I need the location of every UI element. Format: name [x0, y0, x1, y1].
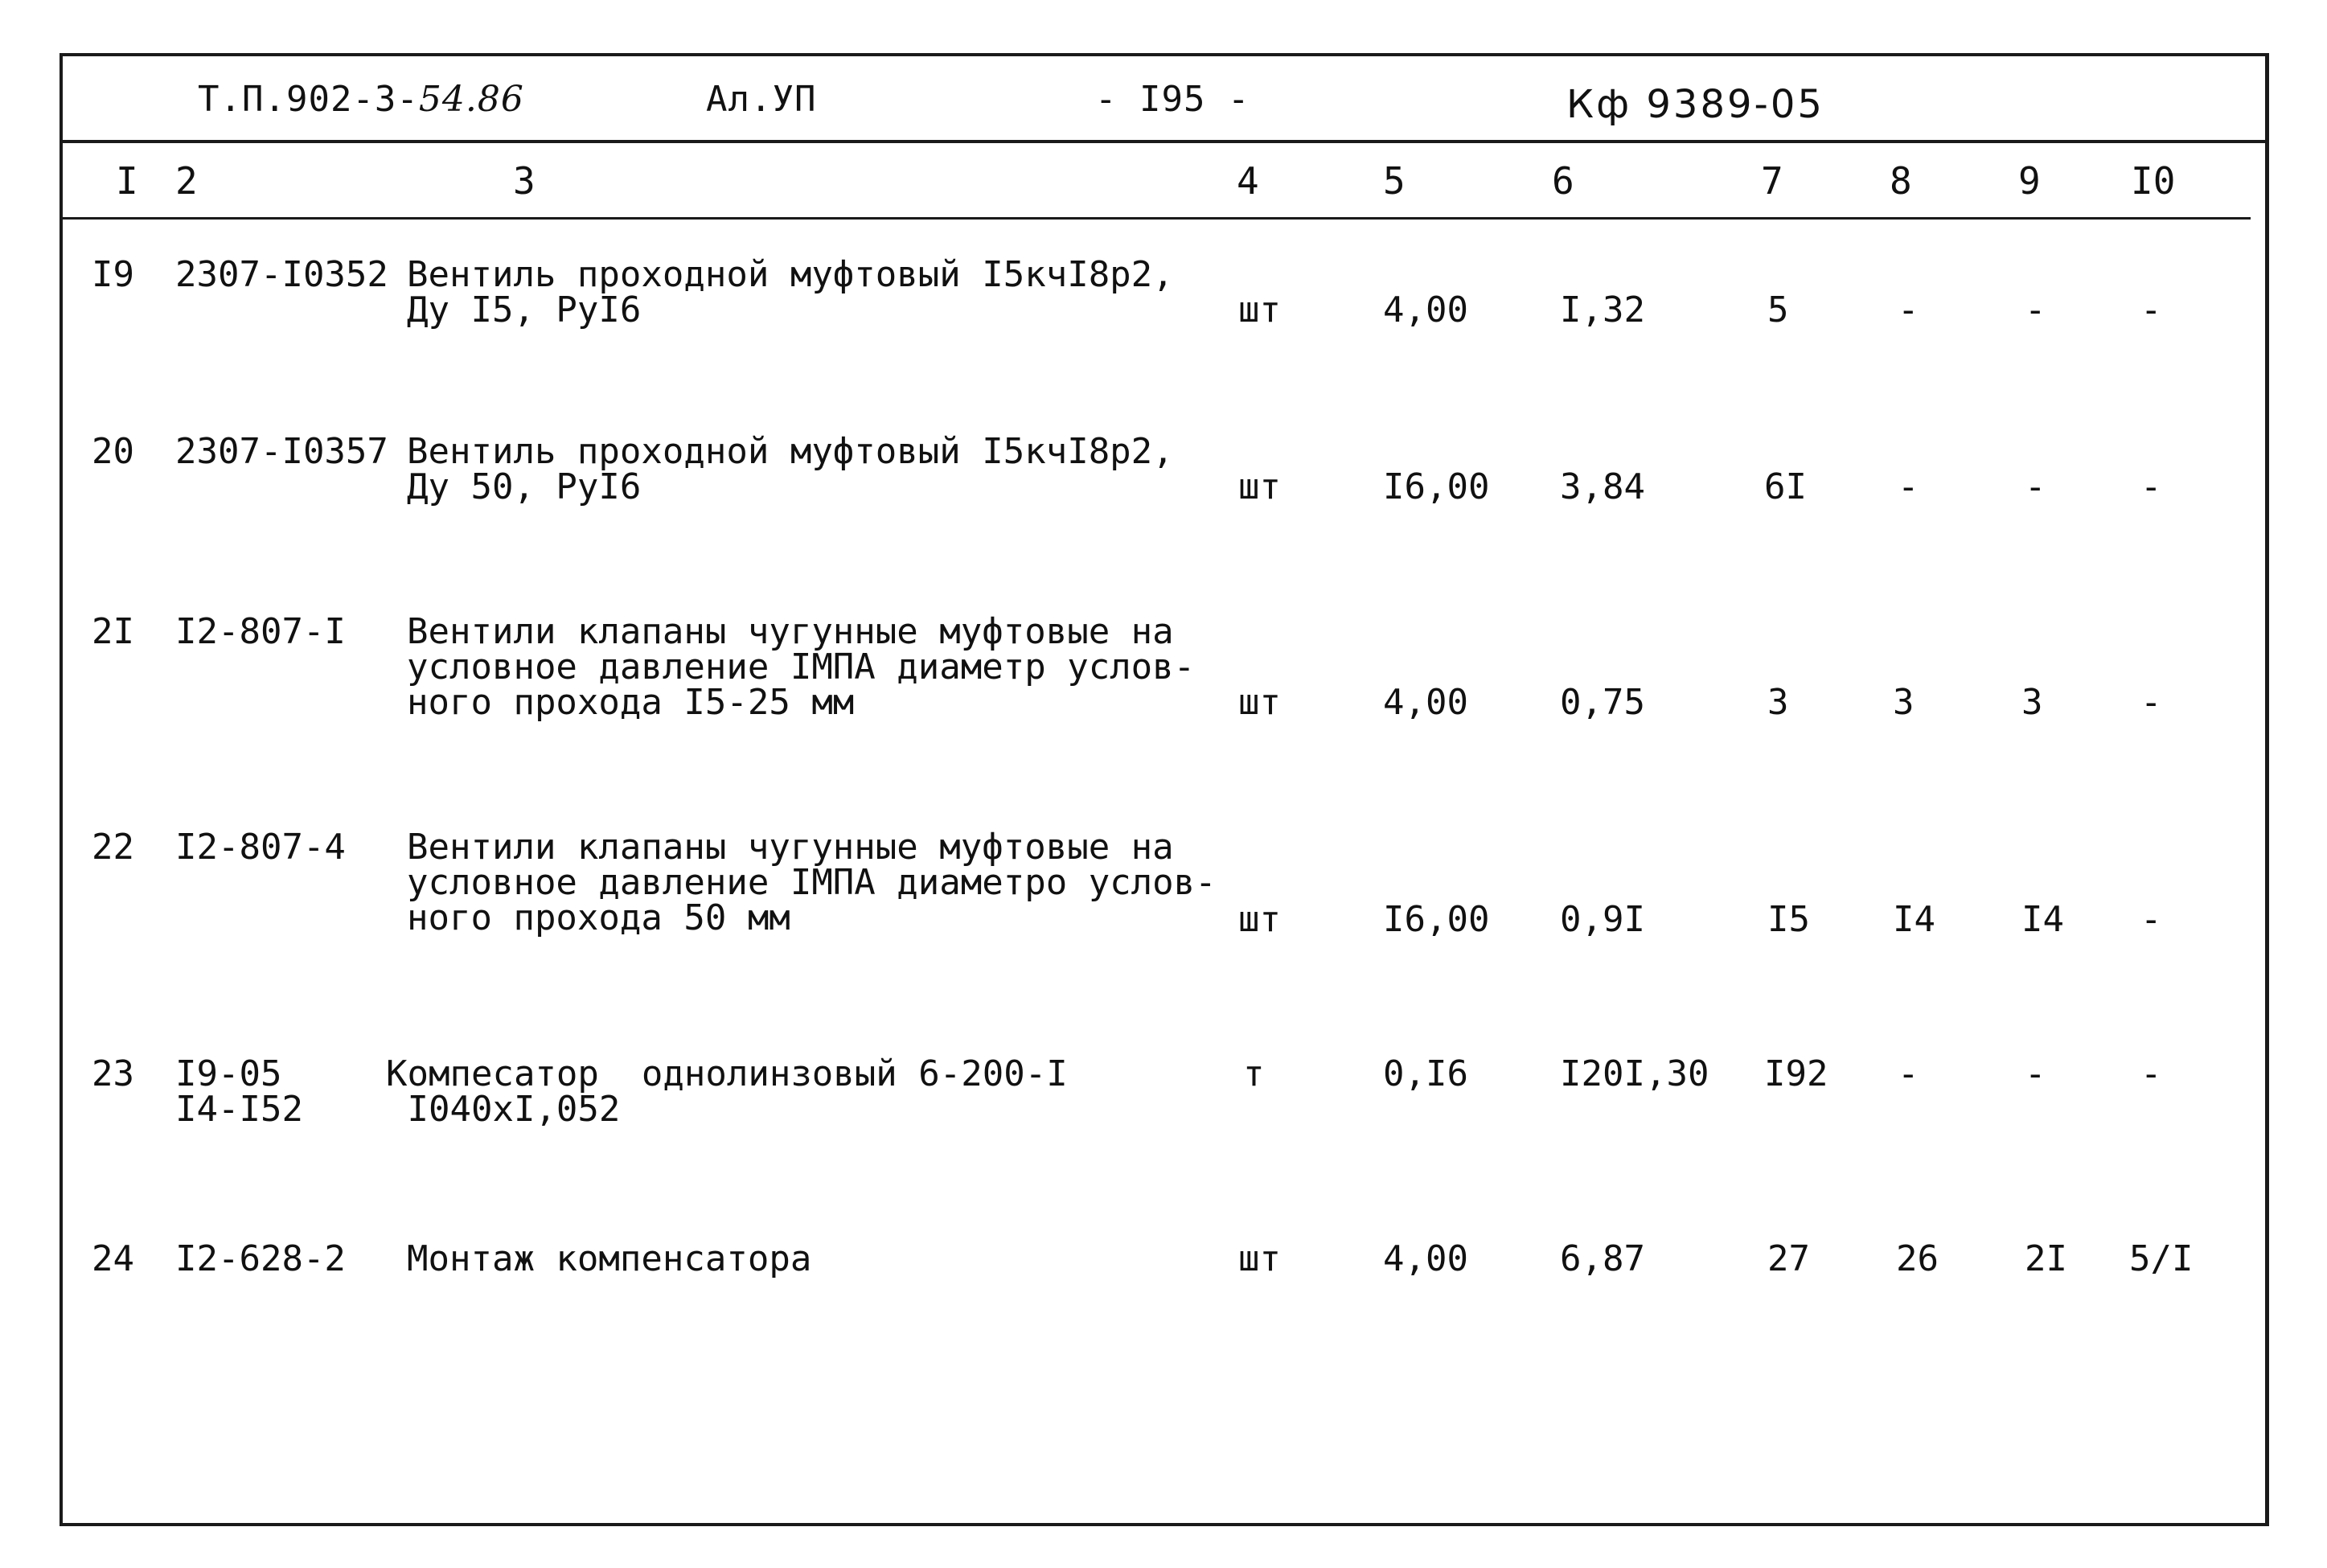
column-10-value: -	[2140, 1053, 2162, 1094]
unit: т	[1243, 1053, 1265, 1094]
unit-price: 3,84	[1560, 466, 1645, 507]
item-description: Монтаж компенсатора	[407, 1238, 812, 1279]
quantity: 4,00	[1383, 289, 1468, 330]
header-divider	[63, 140, 2265, 143]
item-description: Компесатор однолинзовый 6-200-I I040хI,052	[386, 1053, 1068, 1130]
column-8-value: -	[1898, 466, 1919, 507]
row-number: 22	[92, 827, 134, 868]
unit-price: 0,75	[1560, 682, 1645, 723]
unit: шт	[1238, 466, 1281, 507]
column-8-value: -	[1898, 1053, 1919, 1094]
column-8-value: 3	[1893, 682, 1915, 723]
column-8-value: -	[1898, 289, 1919, 330]
column-number-2: 2	[175, 159, 198, 203]
column-8-value: I4	[1893, 899, 1935, 940]
column-10-value: 5/I	[2129, 1238, 2194, 1279]
column-7-value: I92	[1764, 1053, 1828, 1094]
column-9-value: -	[2025, 466, 2046, 507]
column-7-value: I5	[1767, 899, 1810, 940]
column-7-value: 5	[1767, 289, 1789, 330]
column-9-value: -	[2025, 1053, 2046, 1094]
item-code: I2-807-I	[175, 611, 346, 652]
quantity: 4,00	[1383, 682, 1468, 723]
item-description: Вентиль проходной муфтовый I5кчI8р2, Ду I5, РуI6	[407, 254, 1174, 330]
document-code	[198, 79, 524, 120]
unit: шт	[1238, 899, 1281, 940]
column-number-7: 7	[1761, 159, 1783, 203]
item-code: I9-05 I4-I52	[175, 1053, 303, 1130]
quantity: I6,00	[1383, 466, 1490, 507]
unit: шт	[1238, 682, 1281, 723]
column-number-5: 5	[1383, 159, 1406, 203]
row-number: 20	[92, 431, 134, 472]
document-sheet	[60, 53, 2269, 1526]
album-label: Ал.УП	[706, 79, 817, 120]
unit: шт	[1238, 1238, 1281, 1279]
column-7-value: 6I	[1764, 466, 1807, 507]
page-number: - I95 -	[1095, 79, 1250, 120]
row-number: 23	[92, 1053, 134, 1094]
column-number-4: 4	[1237, 159, 1259, 203]
column-8-value: 26	[1896, 1238, 1939, 1279]
column-number-6: 6	[1552, 159, 1574, 203]
column-7-value: 27	[1767, 1238, 1810, 1279]
item-code: 2307-I0357	[175, 431, 388, 472]
unit-price: 0,9I	[1560, 899, 1645, 940]
column-7-value: 3	[1767, 682, 1789, 723]
column-9-value: 2I	[2025, 1238, 2067, 1279]
document-code-suffix: 54.86	[418, 79, 524, 120]
row-number: I9	[92, 254, 134, 295]
column-header-divider	[63, 217, 2251, 220]
item-code: I2-628-2	[175, 1238, 346, 1279]
quantity: 4,00	[1383, 1238, 1468, 1279]
column-number-8: 8	[1890, 159, 1912, 203]
item-code: I2-807-4	[175, 827, 346, 868]
row-number: 2I	[92, 611, 134, 652]
item-code: 2307-I0352	[175, 254, 388, 295]
unit-price: I,32	[1560, 289, 1645, 330]
column-number-9: 9	[2018, 159, 2041, 203]
column-number-1: I	[116, 159, 138, 203]
column-number-3: 3	[513, 159, 536, 203]
quantity: I6,00	[1383, 899, 1490, 940]
column-10-value: -	[2140, 466, 2162, 507]
quantity: 0,I6	[1383, 1053, 1468, 1094]
column-9-value: 3	[2021, 682, 2043, 723]
column-number-10: I0	[2131, 159, 2176, 203]
archive-stamp: Кф 9389-05	[1566, 82, 1824, 127]
column-9-value: -	[2025, 289, 2046, 330]
column-10-value: -	[2140, 899, 2162, 940]
column-10-value: -	[2140, 289, 2162, 330]
column-9-value: I4	[2021, 899, 2064, 940]
item-description: Вентили клапаны чугунные муфтовые на условное давление IМПА диаметр услов- ного прохода I5-25 мм	[407, 611, 1196, 723]
unit-price: I20I,30	[1560, 1053, 1709, 1094]
document-code-prefix: Т.П.902-3-	[198, 79, 419, 120]
unit-price: 6,87	[1560, 1238, 1645, 1279]
row-number: 24	[92, 1238, 134, 1279]
item-description: Вентиль проходной муфтовый I5кчI8р2, Ду 50, РуI6	[407, 431, 1174, 507]
column-10-value: -	[2140, 682, 2162, 723]
item-description: Вентили клапаны чугунные муфтовые на условное давление IМПА диаметро услов- ного прохода 50 мм	[407, 827, 1217, 938]
unit: шт	[1238, 289, 1281, 330]
